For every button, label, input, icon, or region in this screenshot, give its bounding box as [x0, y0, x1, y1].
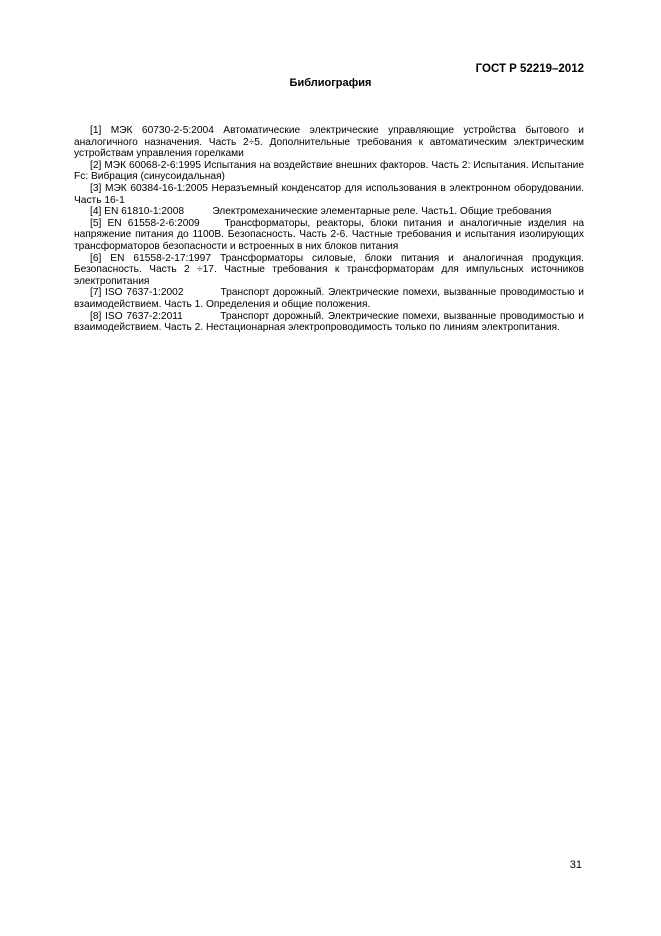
bibliography-entry: [2] МЭК 60068-2-6:1995 Испытания на воздействие внешних факторов. Часть 2: Испытания. Испытание Fc: Вибрация (синусоидальная): [74, 159, 584, 183]
document-number: ГОСТ Р 52219–2012: [475, 63, 584, 75]
section-title: Библиография: [289, 77, 372, 89]
bibliography-entry: [6] EN 61558-2-17:1997 Трансформаторы силовые, блоки питания и аналогичная продукция. Безопасность. Часть 2 ÷17. Частные требования к трансформаторам для импульсных источников электропитания: [74, 252, 584, 287]
bibliography-entry: [1] МЭК 60730-2-5:2004 Автоматические электрические управляющие устройства бытового и аналогичного назначения. Часть 2÷5. Дополнительные требования к автоматическим электрическим устройствам управления горелками: [74, 125, 584, 160]
bibliography-list: [74, 125, 587, 334]
page-number: 31: [569, 859, 582, 871]
bibliography-entry: [7] ISO 7637-1:2002 Транспорт дорожный. Электрические помехи, вызванные проводимостью и взаимодействием. Часть 1. Определения и общие положения.: [74, 287, 587, 310]
bibliography-entry: [3] МЭК 60384-16-1:2005 Неразъемный конденсатор для использования в электронном оборудовании. Часть 16-1: [74, 182, 584, 206]
bibliography-entry: [5] EN 61558-2-6:2009 Трансформаторы, реакторы, блоки питания и аналогичные изделия на напряжение питания до 1100В. Безопасность. Часть 2-6. Частные требования и испытания изолирующих трансформаторов безопасности и встроенных в них блоков питания: [74, 217, 587, 252]
bibliography-entry: [4] EN 61810-1:2008 Электромеханические элементарные реле. Часть1. Общие требования: [90, 206, 552, 218]
bibliography-entry: [8] ISO 7637-2:2011 Транспорт дорожный. Электрические помехи, вызванные проводимостью и взаимодействием. Часть 2. Нестационарная электропроводимость только по линиям электропитания.: [74, 310, 587, 334]
